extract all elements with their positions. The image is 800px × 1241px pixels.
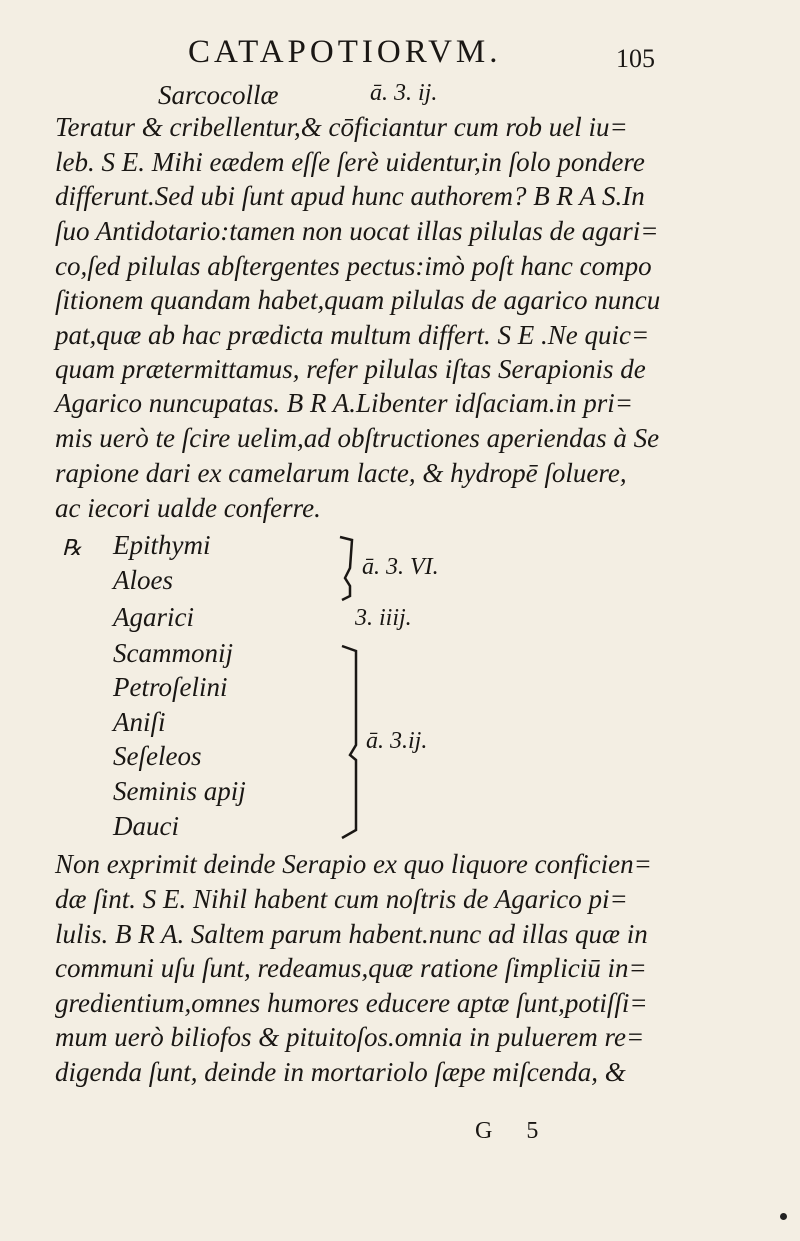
text-line: leb. S E. Mihi eædem eſſe ſerè uidentur,in ſolo pondere	[55, 147, 645, 177]
recipe-symbol: ℞	[62, 535, 82, 560]
dose-text: ā. 3. ij.	[370, 80, 438, 106]
dose-group-2: ā. 3.ij.	[366, 728, 428, 754]
dose-agarici: 3. iiij.	[355, 605, 412, 631]
dose-group-1: ā. 3. VI.	[362, 554, 439, 580]
signature-mark: G 5	[475, 1118, 553, 1144]
ingredient-name: Sarcocollæ	[158, 80, 279, 110]
ingredient: Petroſelini	[113, 672, 228, 702]
text-line: communi uſu ſunt, redeamus,quæ ratione ſimpliciū in=	[55, 953, 647, 983]
text-line: ac iecori ualde conferre.	[55, 493, 321, 523]
brace-group-1	[340, 537, 352, 600]
text-line: digenda ſunt, deinde in mortariolo ſæpe miſcenda, &	[55, 1057, 626, 1087]
ingredient: Agarici	[113, 602, 194, 632]
ingredient: Aniſi	[113, 707, 166, 737]
text-line: pat,quæ ab hac prædicta multum differt. S E .Ne quic=	[55, 320, 650, 350]
ingredient: Seminis apij	[113, 776, 246, 806]
ingredient: Scammonij	[113, 638, 233, 668]
ink-speck	[780, 1213, 787, 1220]
text-line: Agarico nuncupatas. B R A.Libenter idſaciam.in pri=	[55, 388, 633, 418]
text-line: ſitionem quandam habet,quam pilulas de agarico nuncu	[55, 285, 661, 315]
text-line: lulis. B R A. Saltem parum habent.nunc ad illas quæ in	[55, 919, 648, 949]
text-line: rapione dari ex camelarum lacte, & hydropē ſoluere,	[55, 458, 627, 488]
running-title: CATAPOTIORVM.	[188, 34, 502, 70]
text-line: gredientium,omnes humores educere aptæ ſunt,potiſſi=	[55, 988, 648, 1018]
text-line: Non exprimit deinde Serapio ex quo liquore conficien=	[55, 849, 652, 879]
text-line: mis uerò te ſcire uelim,ad obſtructiones aperiendas à Se	[55, 423, 660, 453]
ingredient: Epithymi	[113, 530, 211, 560]
ingredient: Dauci	[113, 811, 179, 841]
text-line: quam prætermittamus, refer pilulas iſtas Serapionis de	[55, 354, 646, 384]
brace-group-2	[342, 646, 356, 838]
text-line: co,ſed pilulas abſtergentes pectus:imò poſt hanc compo	[55, 251, 652, 281]
text-line: dæ ſint. S E. Nihil habent cum noſtris de Agarico pi=	[55, 884, 628, 914]
text-line: Teratur & cribellentur,& cōficiantur cum rob uel iu=	[55, 112, 628, 142]
ingredient: Aloes	[113, 565, 173, 595]
ingredient: Seſeleos	[113, 741, 202, 771]
text-line: differunt.Sed ubi ſunt apud hunc authorem? B R A S.In	[55, 181, 645, 211]
text-line: ſuo Antidotario:tamen non uocat illas pilulas de agari=	[55, 216, 659, 246]
page-number: 105	[616, 44, 655, 73]
text-line: mum uerò biliofos & pituitoſos.omnia in puluerem re=	[55, 1022, 645, 1052]
